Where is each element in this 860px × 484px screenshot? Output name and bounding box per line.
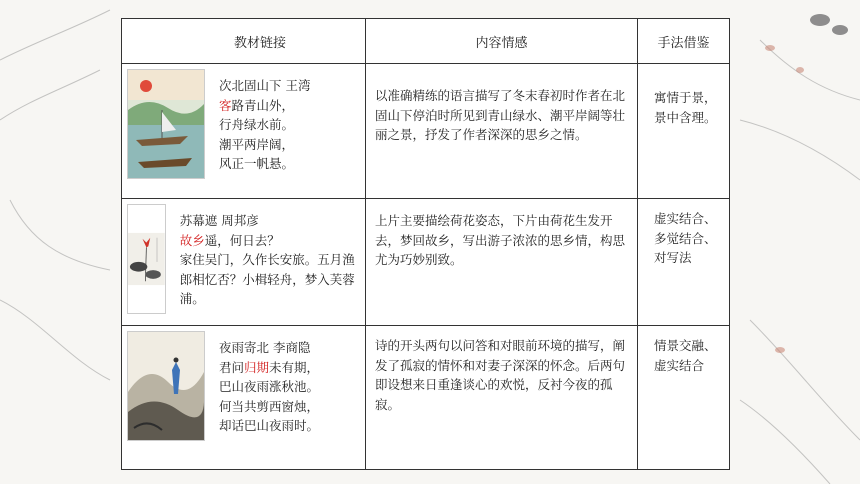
poem-text: 夜雨寄北 李商隐 君问归期未有期， 巴山夜雨涨秋池。 何当共剪西窗烛， 却话巴山夜雨时。 — [219, 340, 320, 433]
text-link-cell — [122, 199, 366, 326]
poem-text: 苏幕遮 周邦彦 故乡遥，何日去？ 家住吴门，久作长安旅。五月渔郎相忆否？小楫轻舟，梦入芙蓉浦。 — [179, 213, 355, 306]
header-technique: 手法借鉴 — [638, 19, 730, 64]
table-row — [122, 64, 730, 199]
landscape-painting-image — [127, 69, 205, 179]
comparison-table — [121, 18, 730, 470]
content-cell: 诗的开头两句以问答和对眼前环境的描写，阐发了孤寂的情怀和对妻子深深的怀念。后两句即设想来日重逢谈心的欢悦，反衬今夜的孤寂。 — [366, 326, 638, 470]
text-link-cell — [122, 64, 366, 199]
highlight-text: 客 — [219, 97, 232, 113]
table-header-row — [122, 19, 730, 64]
highlight-text: 归期 — [244, 359, 270, 375]
poem-text: 次北固山下 王湾 客路青山外， 行舟绿水前。 潮平两岸阔， 风正一帆悬。 — [219, 78, 311, 171]
table-row — [122, 199, 730, 326]
technique-cell: 情景交融、虚实结合 — [638, 326, 730, 470]
technique-cell: 虚实结合、多觉结合、对写法 — [638, 199, 730, 326]
content-cell: 以准确精练的语言描写了冬末春初时作者在北固山下停泊时所见到青山绿水、潮平岸阔等壮丽之景，抒发了作者深深的思乡之情。 — [366, 64, 638, 199]
content-cell: 上片主要描绘荷花姿态，下片由荷花生发开去，梦回故乡，写出游子浓浓的思乡情，构思尤为巧妙别致。 — [366, 199, 638, 326]
highlight-text: 故乡 — [179, 232, 205, 248]
technique-cell: 寓情于景，景中含理。 — [638, 64, 730, 199]
mountain-painting-image — [127, 331, 205, 441]
text-link-cell — [122, 326, 366, 470]
header-text-link: 教材链接 — [122, 19, 366, 64]
header-content-emotion: 内容情感 — [366, 19, 638, 64]
table-row — [122, 326, 730, 470]
lotus-painting-image — [127, 204, 166, 314]
